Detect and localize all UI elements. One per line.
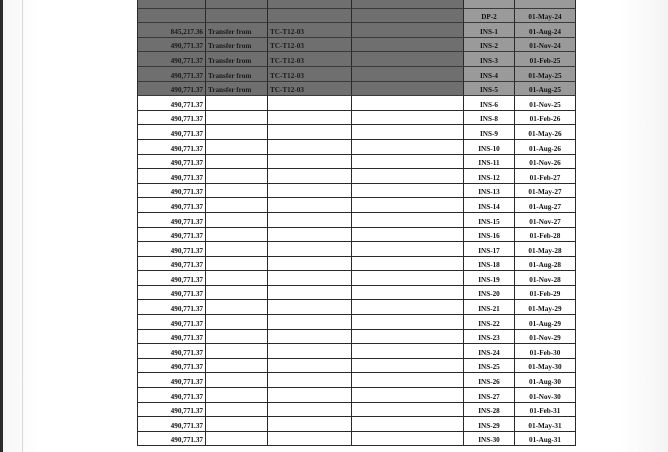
reference-cell [268,432,352,447]
installment-cell: INS-19 [464,271,515,286]
description-cell [206,140,268,155]
amount-cell: 490,771.37 [137,198,206,213]
date-cell: 01-May-27 [515,184,576,199]
blank-cell [352,403,464,418]
reference-cell [268,96,352,111]
reference-cell [268,344,352,359]
schedule-grid [137,0,576,446]
blank-cell [352,344,464,359]
blank-cell [352,213,464,228]
reference-cell [268,155,352,170]
date-cell [515,0,576,9]
date-cell: 01-Aug-31 [515,432,576,447]
installment-cell: INS-14 [464,198,515,213]
scan-left-edge [0,0,3,452]
reference-cell [268,0,352,9]
blank-cell [352,417,464,432]
description-cell [206,111,268,126]
amount-cell: 490,771.37 [137,96,206,111]
amount-cell: 490,771.37 [137,359,206,374]
date-cell: 01-Nov-30 [515,388,576,403]
amount-cell: 490,771.37 [137,373,206,388]
amount-cell [137,0,206,9]
amount-cell: 490,771.37 [137,330,206,345]
date-cell: 01-Feb-28 [515,228,576,243]
date-cell: 01-Aug-26 [515,140,576,155]
installment-cell: INS-29 [464,417,515,432]
installment-cell: INS-12 [464,169,515,184]
description-cell [206,169,268,184]
installment-cell: INS-6 [464,96,515,111]
amount-cell: 490,771.37 [137,403,206,418]
date-cell: 01-May-31 [515,417,576,432]
blank-cell [352,52,464,67]
installment-cell: INS-2 [464,38,515,53]
description-cell [206,286,268,301]
amount-cell: 490,771.37 [137,417,206,432]
amount-cell: 490,771.37 [137,344,206,359]
reference-cell [268,242,352,257]
amount-cell: 490,771.37 [137,286,206,301]
amount-cell: 490,771.37 [137,213,206,228]
date-cell: 01-Aug-24 [515,23,576,38]
blank-cell [352,242,464,257]
blank-cell [352,96,464,111]
date-cell: 01-Feb-30 [515,344,576,359]
reference-cell [268,111,352,126]
date-cell: 01-May-25 [515,67,576,82]
description-cell [206,432,268,447]
installment-cell: INS-25 [464,359,515,374]
reference-cell [268,198,352,213]
amount-cell: 490,771.37 [137,111,206,126]
installment-cell: INS-17 [464,242,515,257]
installment-cell: INS-3 [464,52,515,67]
reference-cell [268,359,352,374]
reference-cell: TC-T12-03 [268,38,352,53]
reference-cell [268,271,352,286]
description-cell [206,403,268,418]
installment-cell: INS-18 [464,257,515,272]
blank-cell [352,228,464,243]
description-cell [206,315,268,330]
installment-schedule-table [137,0,576,446]
description-cell [206,96,268,111]
installment-cell: INS-5 [464,82,515,97]
date-cell: 01-May-26 [515,125,576,140]
description-cell: Transfer from [206,67,268,82]
installment-cell: INS-28 [464,403,515,418]
description-cell [206,242,268,257]
installment-cell: INS-30 [464,432,515,447]
reference-cell [268,9,352,24]
description-cell [206,271,268,286]
amount-cell: 490,771.37 [137,242,206,257]
date-cell: 01-Nov-27 [515,213,576,228]
amount-cell: 845,217.36 [137,23,206,38]
blank-cell [352,432,464,447]
blank-cell [352,169,464,184]
reference-cell [268,403,352,418]
blank-cell [352,286,464,301]
description-cell [206,300,268,315]
installment-cell: INS-22 [464,315,515,330]
amount-cell: 490,771.37 [137,257,206,272]
installment-cell: INS-4 [464,67,515,82]
amount-cell: 490,771.37 [137,388,206,403]
installment-cell: INS-8 [464,111,515,126]
description-cell [206,257,268,272]
date-cell: 01-Aug-27 [515,198,576,213]
reference-cell [268,184,352,199]
installment-cell: INS-23 [464,330,515,345]
blank-cell [352,0,464,9]
description-cell [206,155,268,170]
amount-cell: 490,771.37 [137,155,206,170]
description-cell [206,417,268,432]
amount-cell: 490,771.37 [137,169,206,184]
date-cell: 01-May-28 [515,242,576,257]
description-cell [206,228,268,243]
blank-cell [352,111,464,126]
blank-cell [352,125,464,140]
blank-cell [352,315,464,330]
amount-cell [137,9,206,24]
reference-cell [268,140,352,155]
reference-cell [268,315,352,330]
installment-cell: INS-16 [464,228,515,243]
reference-cell: TC-T12-03 [268,52,352,67]
installment-cell: INS-20 [464,286,515,301]
date-cell: 01-May-24 [515,9,576,24]
amount-cell: 490,771.37 [137,125,206,140]
blank-cell [352,373,464,388]
description-cell: Transfer from [206,82,268,97]
reference-cell [268,300,352,315]
date-cell: 01-Feb-27 [515,169,576,184]
description-cell [206,330,268,345]
date-cell: 01-Aug-29 [515,315,576,330]
installment-cell: INS-26 [464,373,515,388]
blank-cell [352,184,464,199]
description-cell [206,9,268,24]
reference-cell [268,257,352,272]
description-cell [206,198,268,213]
date-cell: 01-Nov-26 [515,155,576,170]
blank-cell [352,9,464,24]
reference-cell: TC-T12-03 [268,67,352,82]
amount-cell: 490,771.37 [137,140,206,155]
blank-cell [352,300,464,315]
blank-cell [352,257,464,272]
amount-cell: 490,771.37 [137,52,206,67]
date-cell: 01-May-29 [515,300,576,315]
description-cell [206,184,268,199]
blank-cell [352,330,464,345]
date-cell: 01-Nov-29 [515,330,576,345]
installment-cell: INS-1 [464,23,515,38]
installment-cell: INS-24 [464,344,515,359]
blank-cell [352,67,464,82]
installment-cell: INS-11 [464,155,515,170]
installment-cell [464,0,515,9]
page-margin-line [22,0,23,452]
date-cell: 01-Feb-25 [515,52,576,67]
description-cell [206,359,268,374]
date-cell: 01-Aug-28 [515,257,576,272]
description-cell [206,373,268,388]
description-cell [206,125,268,140]
amount-cell: 490,771.37 [137,67,206,82]
description-cell [206,213,268,228]
amount-cell: 490,771.37 [137,271,206,286]
description-cell: Transfer from [206,38,268,53]
installment-cell: INS-10 [464,140,515,155]
blank-cell [352,82,464,97]
amount-cell: 490,771.37 [137,228,206,243]
reference-cell [268,330,352,345]
blank-cell [352,140,464,155]
blank-cell [352,23,464,38]
date-cell: 01-Nov-24 [515,38,576,53]
amount-cell: 490,771.37 [137,184,206,199]
reference-cell [268,388,352,403]
amount-cell: 490,771.37 [137,432,206,447]
date-cell: 01-Feb-29 [515,286,576,301]
reference-cell [268,228,352,243]
description-cell [206,388,268,403]
date-cell: 01-Feb-26 [515,111,576,126]
installment-cell: INS-21 [464,300,515,315]
description-cell: Transfer from [206,52,268,67]
installment-cell: INS-15 [464,213,515,228]
amount-cell: 490,771.37 [137,82,206,97]
reference-cell [268,169,352,184]
date-cell: 01-May-30 [515,359,576,374]
installment-cell: INS-27 [464,388,515,403]
blank-cell [352,155,464,170]
amount-cell: 490,771.37 [137,38,206,53]
blank-cell [352,271,464,286]
date-cell: 01-Aug-30 [515,373,576,388]
description-cell [206,0,268,9]
amount-cell: 490,771.37 [137,315,206,330]
blank-cell [352,198,464,213]
blank-cell [352,38,464,53]
reference-cell: TC-T12-03 [268,82,352,97]
reference-cell [268,286,352,301]
reference-cell [268,417,352,432]
blank-cell [352,388,464,403]
date-cell: 01-Nov-25 [515,96,576,111]
description-cell [206,344,268,359]
description-cell: Transfer from [206,23,268,38]
reference-cell [268,125,352,140]
amount-cell: 490,771.37 [137,300,206,315]
reference-cell [268,373,352,388]
reference-cell: TC-T12-03 [268,23,352,38]
date-cell: 01-Aug-25 [515,82,576,97]
reference-cell [268,213,352,228]
blank-cell [352,359,464,374]
installment-cell: INS-13 [464,184,515,199]
date-cell: 01-Feb-31 [515,403,576,418]
installment-cell: INS-9 [464,125,515,140]
date-cell: 01-Nov-28 [515,271,576,286]
installment-cell: DP-2 [464,9,515,24]
